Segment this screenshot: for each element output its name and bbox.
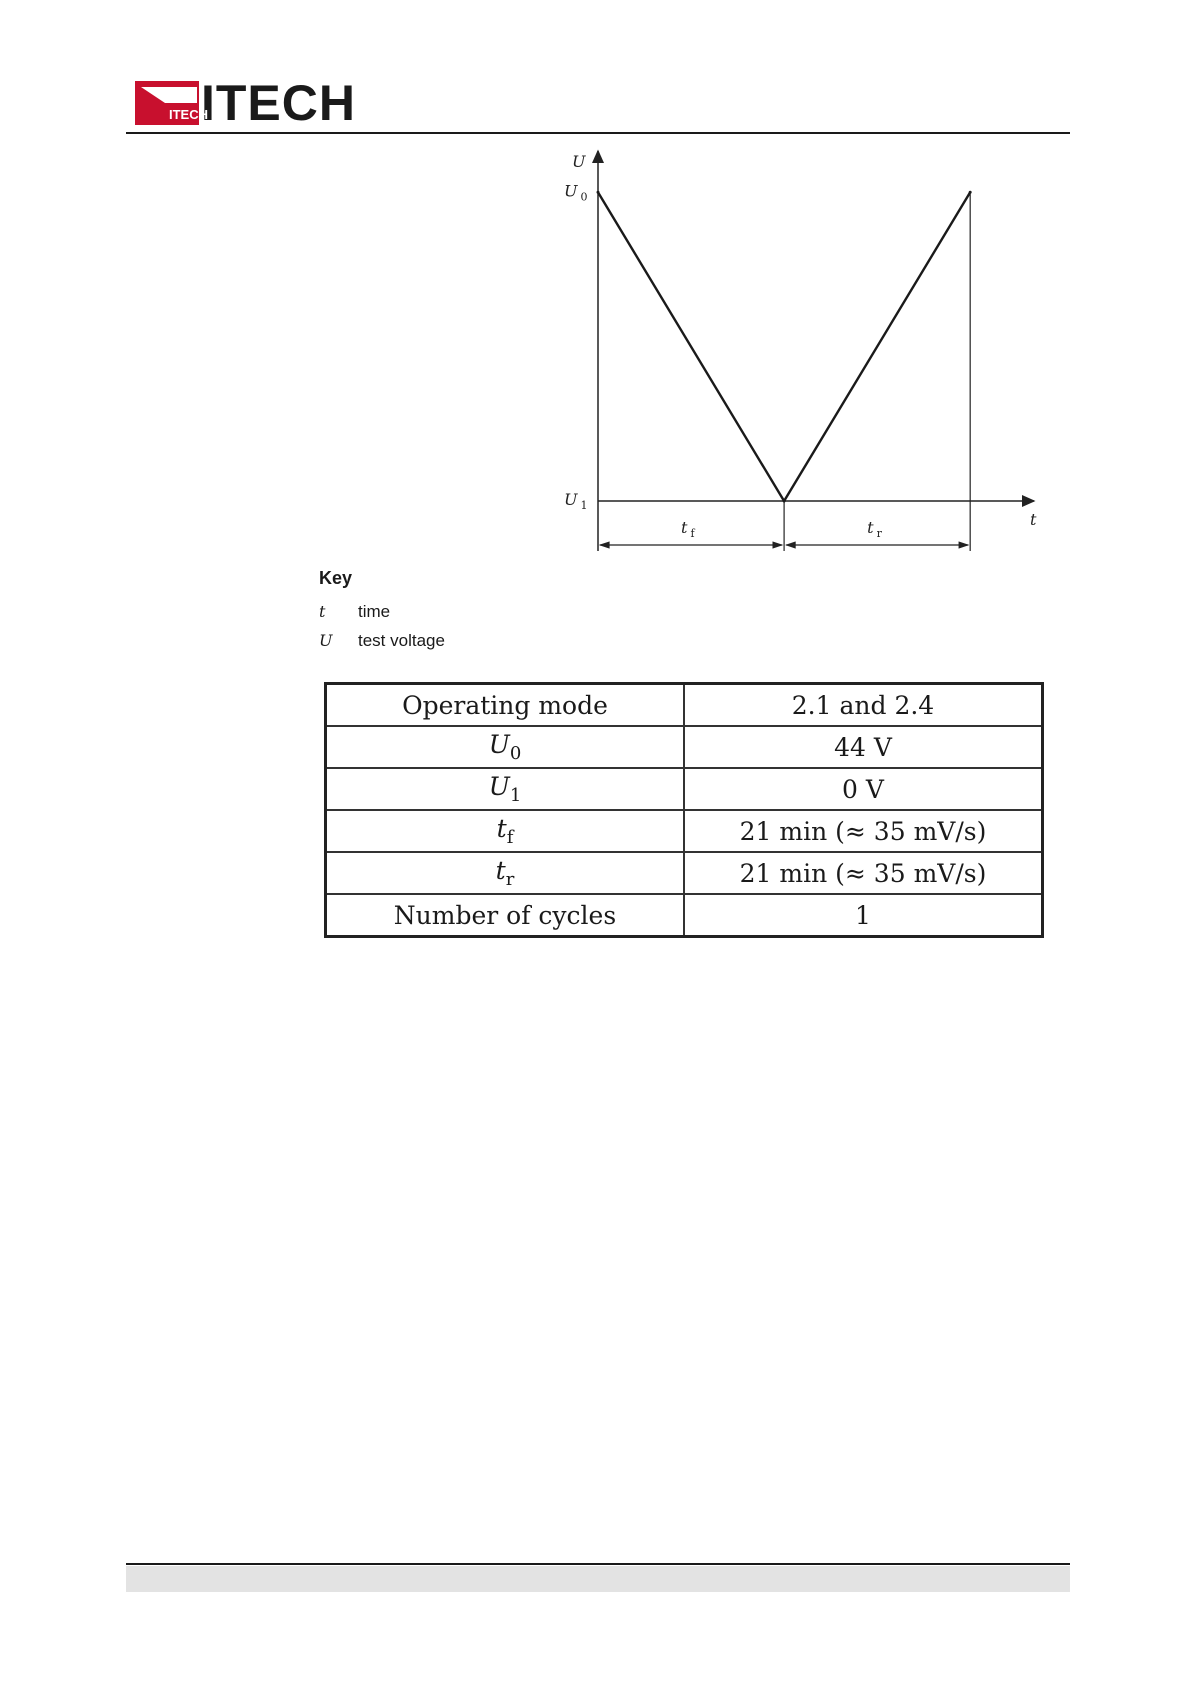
param-value-cell: 21 min (≈ 35 mV/s) <box>684 810 1043 852</box>
y-axis-label: U <box>572 152 586 171</box>
series-line <box>598 192 970 501</box>
footer-bar <box>126 1566 1070 1592</box>
param-symbol-cell: $U_1$ <box>326 768 685 810</box>
table-header-cell: Operating mode <box>326 684 685 727</box>
table-row <box>326 852 1043 894</box>
voltage-cycle-chart <box>540 145 1040 565</box>
data-point <box>783 500 786 503</box>
param-symbol-cell: $U_0$ <box>326 726 685 768</box>
key-symbol: t <box>319 602 326 621</box>
logo-mark-text: ITECH <box>169 107 208 122</box>
table-row <box>326 810 1043 852</box>
key-title: Key <box>319 568 353 588</box>
key-item <box>319 597 719 626</box>
data-point <box>597 191 600 194</box>
chart-svg <box>540 145 1040 565</box>
table-row <box>326 768 1043 810</box>
interval-label: t $_r$ <box>867 518 882 540</box>
table-header-cell: 2.1 and 2.4 <box>684 684 1043 727</box>
param-value-cell: 1 <box>684 894 1043 937</box>
table-row <box>326 894 1043 937</box>
u1-level-label: U $_1$ <box>564 490 588 512</box>
x-axis-label: t <box>1030 510 1037 529</box>
param-label-cell: Number of cycles <box>326 894 685 937</box>
table-row <box>326 684 1043 727</box>
data-point <box>969 191 972 194</box>
logo-wordmark: ITECH <box>201 75 356 131</box>
param-symbol-cell: $t_f$ <box>326 810 685 852</box>
key-legend <box>319 568 719 655</box>
header-rule <box>126 132 1070 134</box>
table-row <box>326 726 1043 768</box>
param-value-cell: 44 V <box>684 726 1043 768</box>
parameter-table <box>324 682 1044 938</box>
key-description: test voltage <box>358 631 445 650</box>
interval-label: t $_f$ <box>681 518 695 540</box>
u0-level-label: U $_0$ <box>564 181 588 204</box>
param-value-cell: 0 V <box>684 768 1043 810</box>
itech-logo <box>135 75 375 131</box>
param-value-cell: 21 min (≈ 35 mV/s) <box>684 852 1043 894</box>
param-symbol-cell: $t_r$ <box>326 852 685 894</box>
key-description: time <box>358 602 391 621</box>
logo-mark-icon <box>135 81 208 125</box>
key-item <box>319 626 719 655</box>
footer-rule <box>126 1563 1070 1565</box>
key-symbol: U <box>319 631 333 650</box>
